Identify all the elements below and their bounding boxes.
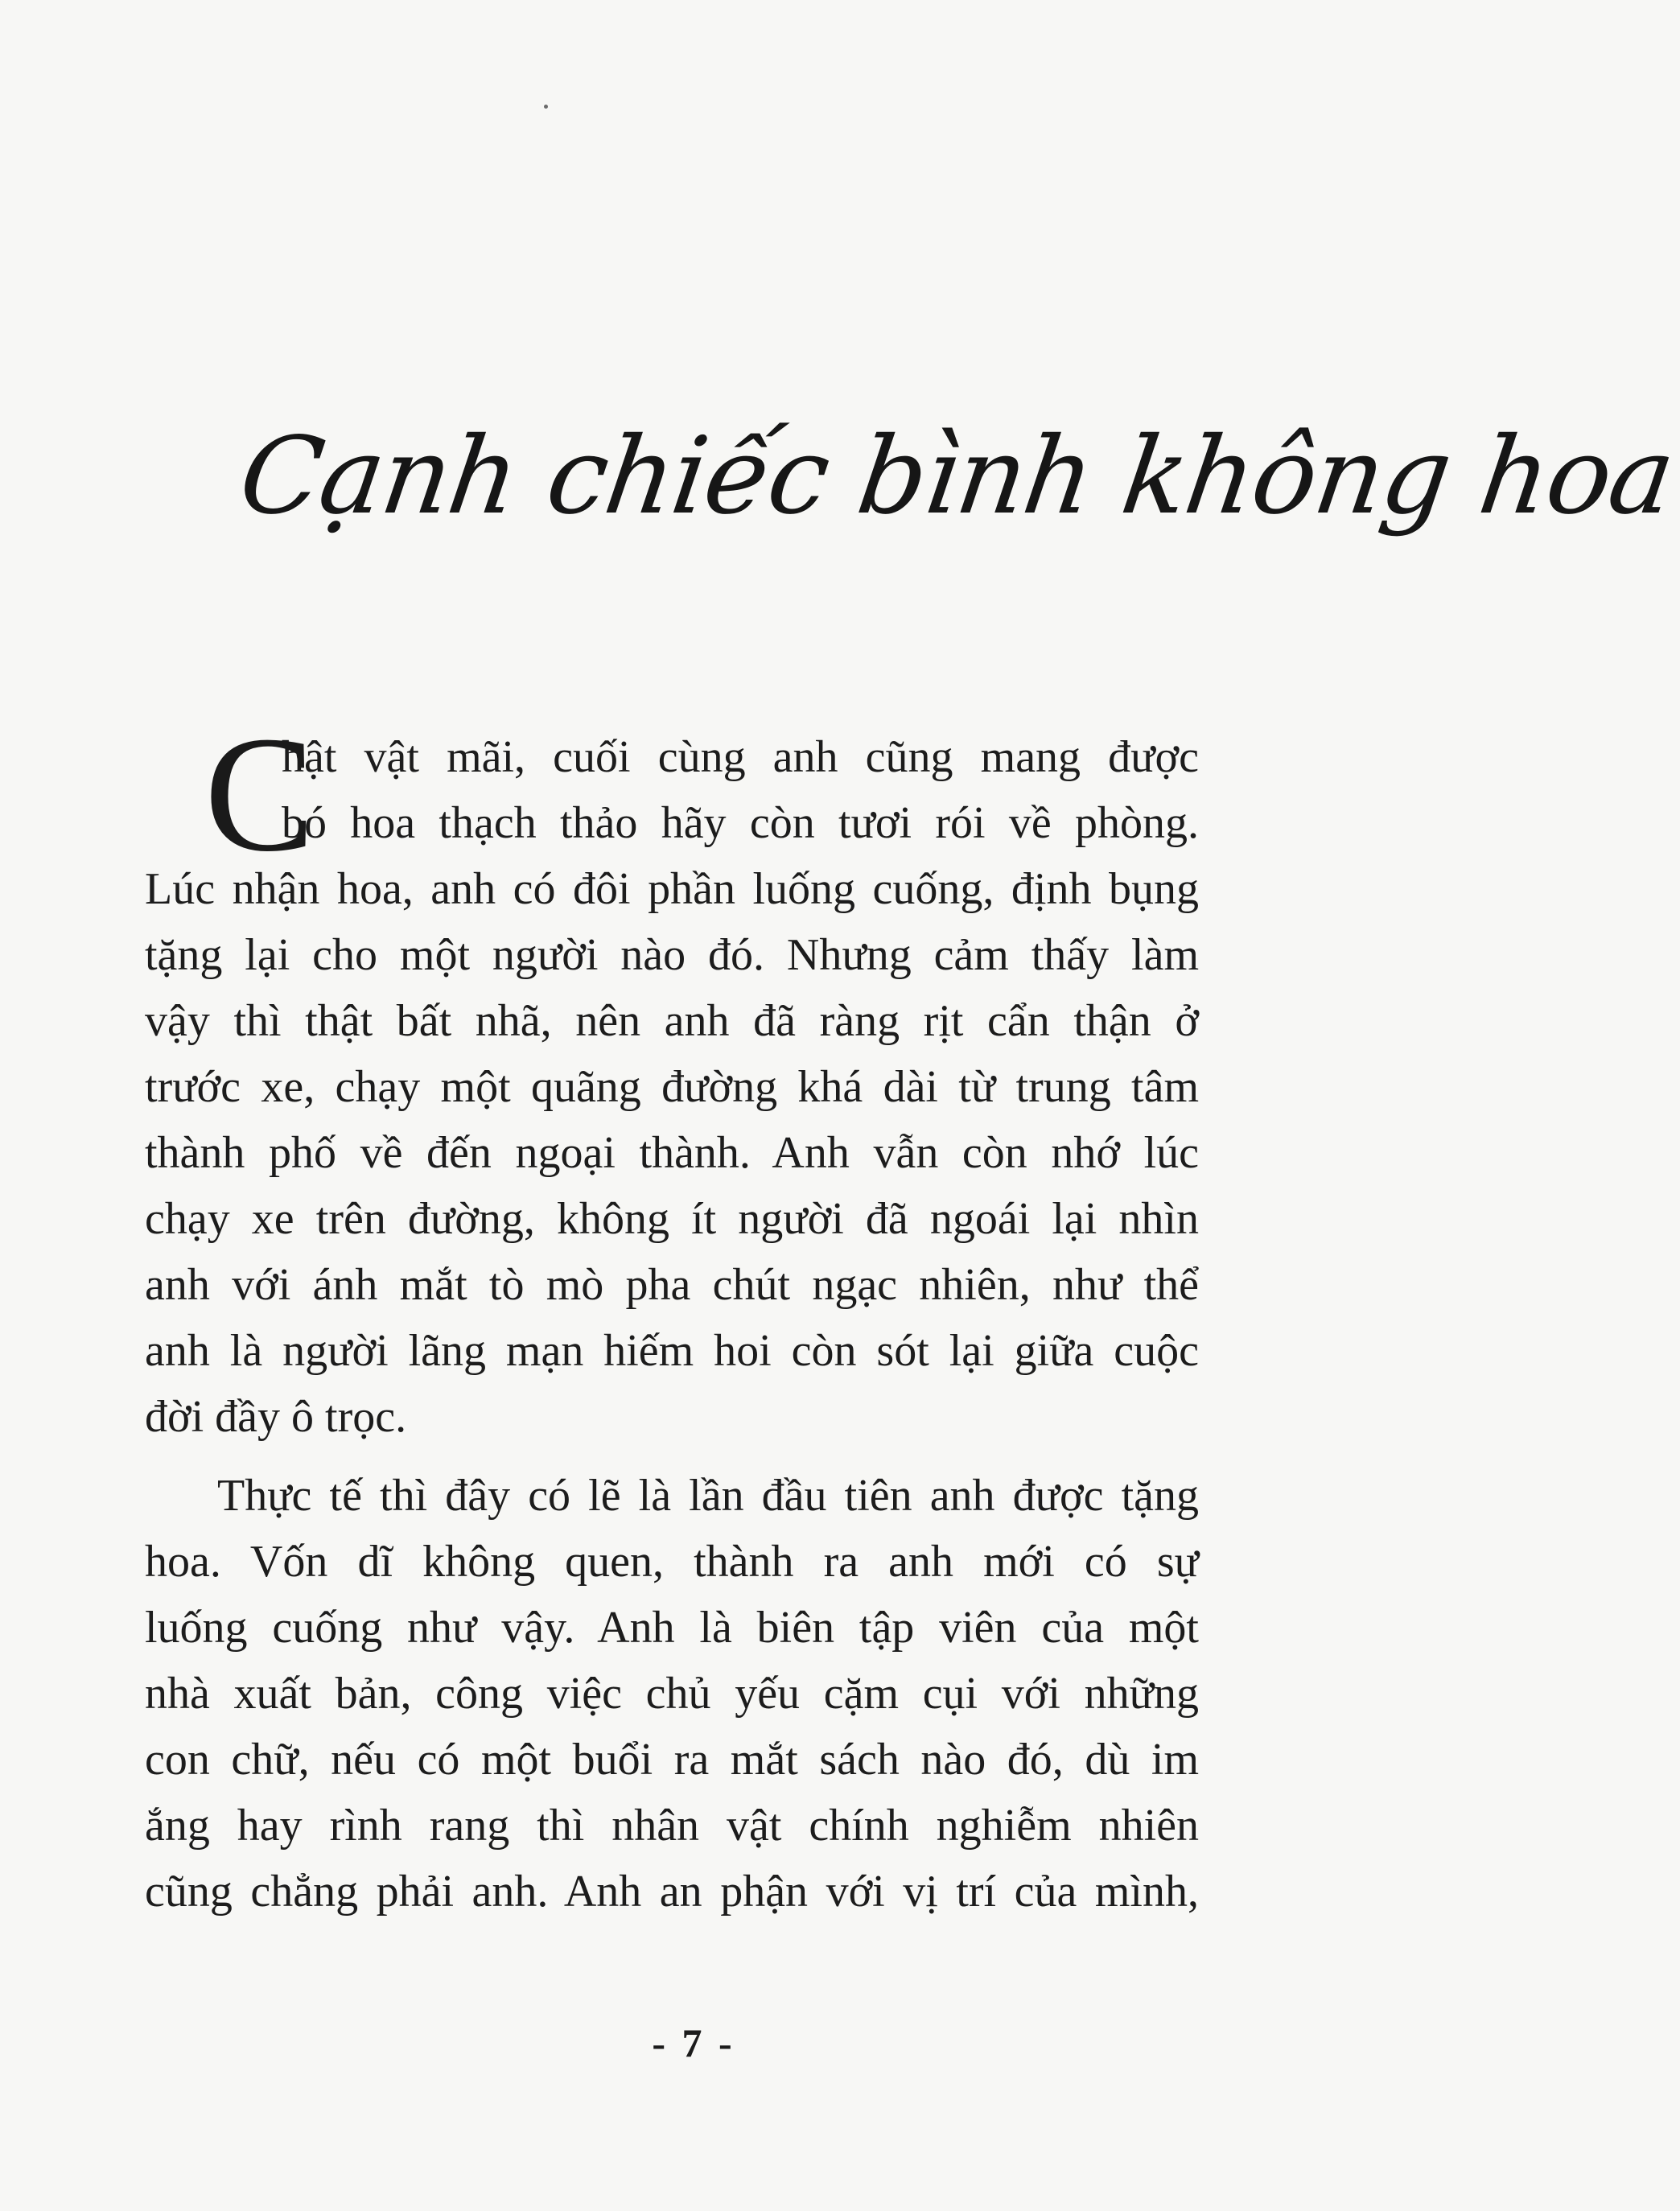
text-line: nhà xuất bản, công việc chủ yếu cặm cụi với những: [145, 1669, 1199, 1719]
text-line: vậy thì thật bất nhã, nên anh đã ràng rịt cẩn thận ở: [145, 996, 1199, 1046]
text-line: bó hoa thạch thảo hãy còn tươi rói về phòng.: [282, 798, 1199, 848]
text-line: luống cuống như vậy. Anh là biên tập viên của một: [145, 1603, 1199, 1653]
paragraph-1: [145, 702, 1199, 1450]
text-line: hoa. Vốn dĩ không quen, thành ra anh mới có sự: [145, 1537, 1199, 1587]
paper-speck: [544, 105, 548, 109]
text-line: con chữ, nếu có một buổi ra mắt sách nào đó, dù im: [145, 1735, 1199, 1785]
text-line: ắng hay rình rang thì nhân vật chính nghiễm nhiên: [145, 1801, 1199, 1851]
text-line: cũng chẳng phải anh. Anh an phận với vị trí của mình,: [145, 1867, 1199, 1917]
paragraph-2: [145, 1463, 1199, 1925]
text-line: chạy xe trên đường, không ít người đã ngoái lại nhìn: [145, 1194, 1199, 1244]
text-line: hật vật mãi, cuối cùng anh cũng mang được: [282, 732, 1199, 782]
page-number: - 7 -: [652, 2020, 735, 2065]
dropcap-line-group: [145, 702, 1199, 886]
text-line: trước xe, chạy một quãng đường khá dài từ trung tâm: [145, 1062, 1199, 1112]
text-line: tặng lại cho một người nào đó. Nhưng cảm thấy làm: [145, 930, 1199, 980]
text-line: Lúc nhận hoa, anh có đôi phần luống cuống, định bụng: [145, 864, 1199, 914]
text-line: thành phố về đến ngoại thành. Anh vẫn còn nhớ lúc: [145, 1128, 1199, 1178]
text-line: anh là người lãng mạn hiếm hoi còn sót lại giữa cuộc: [145, 1326, 1199, 1376]
text-line: đời đầy ô trọc.: [145, 1392, 407, 1442]
text-line: Thực tế thì đây có lẽ là lần đầu tiên anh được tặng: [217, 1471, 1199, 1521]
chapter-title: Cạnh chiếc bình không hoa: [233, 414, 1680, 538]
text-line: anh với ánh mắt tò mò pha chút ngạc nhiên, như thể: [145, 1260, 1199, 1310]
drop-cap: C: [204, 702, 315, 886]
